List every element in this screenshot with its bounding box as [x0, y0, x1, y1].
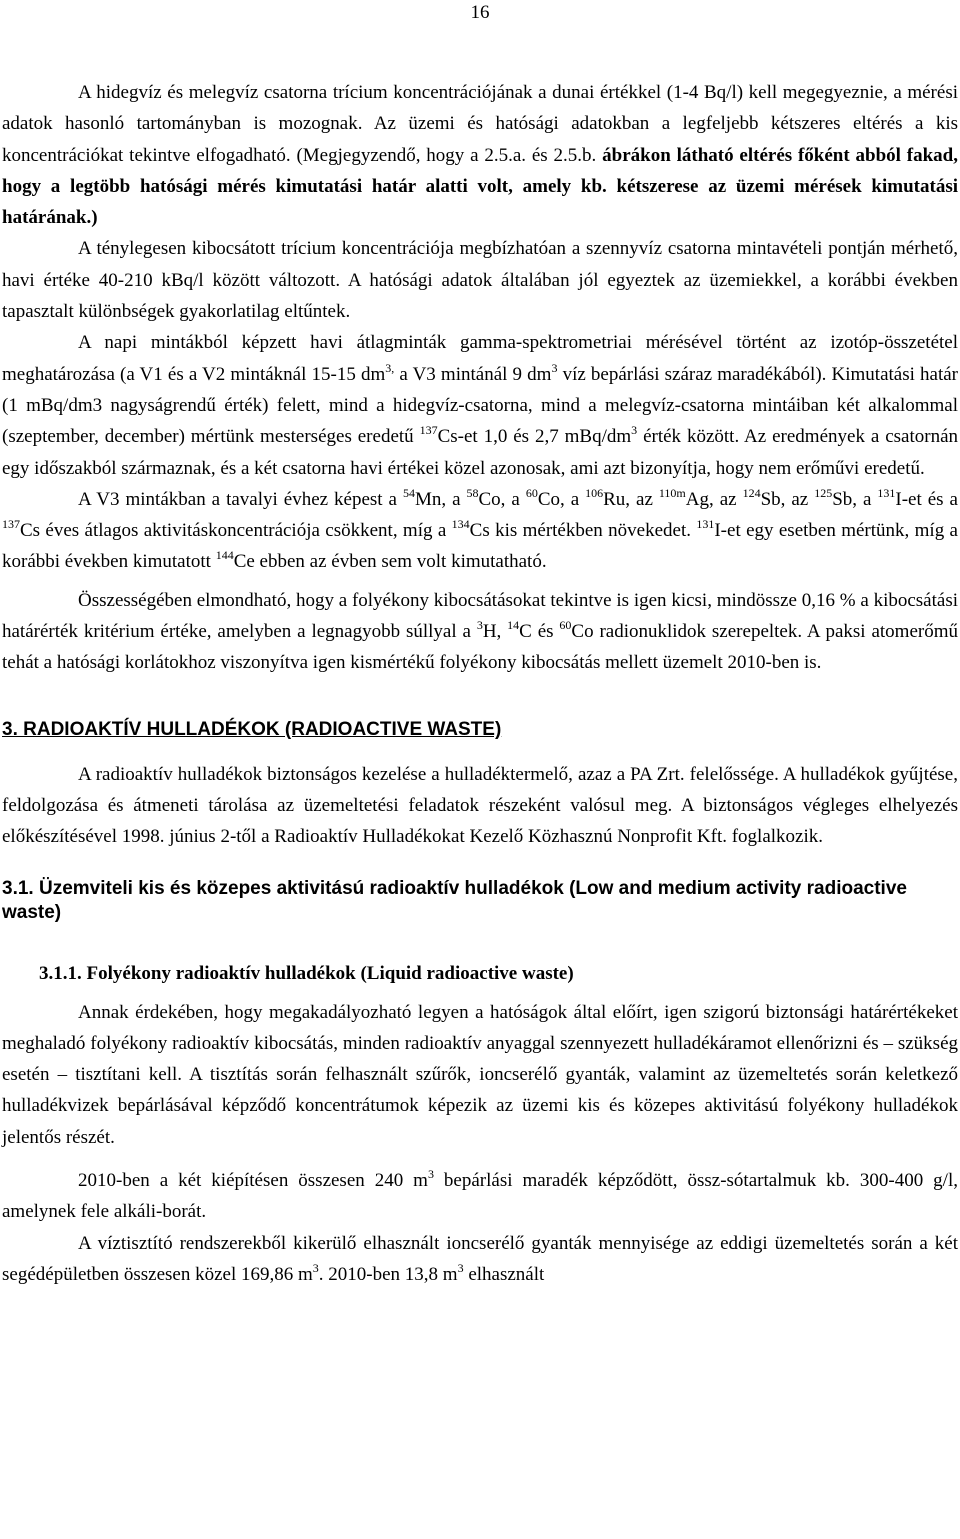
superscript: 110m — [658, 485, 686, 500]
text-run: Cs-et 1,0 és 2,7 mBq/dm — [437, 426, 632, 448]
superscript: 3 — [312, 1260, 319, 1275]
superscript: 106 — [585, 485, 604, 500]
paragraph-ion-exchange-resins — [2, 1228, 958, 1291]
text-run: I-et egy esetben mértünk, míg a korábbi években kimutatott — [2, 520, 958, 573]
text-run: Mn, a — [414, 488, 467, 510]
superscript: 3 — [631, 423, 638, 438]
superscript: 137 — [419, 423, 438, 438]
superscript: 134 — [451, 517, 470, 532]
superscript: 54 — [402, 485, 415, 500]
text-run: A napi mintákból képzett havi átlagminták gamma-spektrometriai mérésével történt az izotóp-összetétel meghatározása (a V1 és a V2 mintáknál 15-15 dm — [2, 332, 958, 385]
paragraph-tritium-discharge: A ténylegesen kibocsátott trícium koncentrációja megbízhatóan a szennyvíz csatorna mintavételi pontján mérhető, havi értéke 40-210 kBq/l között változott. A hatósági adatok általában jól egyeztek az üzemiekkel, a korábbi években tapasztalt különbségek gyakorlatilag eltűntek. — [2, 238, 958, 323]
paragraph-waste-responsibility: A radioaktív hulladékok biztonságos kezelése a hulladéktermelő, azaz a PA Zrt. felelőssége. A hulladékok gyűjtése, feldolgozása és átmeneti tárolása az üzemeltetési feladatok részeként valósul meg. A biztonságos végleges elhelyezés előkészítésével 1998. június 2-től a Radioaktív Hulladékokat Kezelő Közhasznú Nonprofit Kft. foglalkozik. — [2, 763, 958, 848]
text-run: 2010-ben a két kiépítésen összesen 240 m — [78, 1170, 428, 1192]
paragraph-liquid-waste-treatment: Annak érdekében, hogy megakadályozható legyen a hatóságok által előírt, igen szigorú biztonsági határértékeket meghaladó folyékony radioaktív kibocsátás, minden radioaktív anyaggal szennyezett hulladékáramot ellenőrizni és – szükség esetén – tisztítani kell. A tisztítás során felhasznált szűrők, ioncserélő gyanták, valamint az üzemeltetés során keletkező hulladékvizek bepárlásával képződő koncentrátumok képezik az üzemi kis és közepes aktivitású folyékony hulladékok jelentős részét. — [2, 1001, 958, 1148]
text-run: Ru, az — [603, 488, 659, 510]
text-run: Összességében elmondható, hogy a folyékony kibocsátásokat tekintve is igen kicsi, mindössze 0,16 % a kibocsátási határérték kritérium értéke, amelyben a legnagyobb súllyal a — [2, 589, 958, 643]
superscript: 125 — [814, 485, 833, 500]
paragraph-gamma-spectrometry — [2, 327, 958, 483]
superscript: 3 — [457, 1260, 464, 1275]
superscript: 3 — [427, 1167, 434, 1182]
text-run: A hidegvíz és melegvíz csatorna trícium koncentrációjának a dunai értékkel (1-4 Bq/l) kell megegyeznie, a mérési adatok hasonló tartományban is mozognak. Az üzemi és hatósági adatokban a legfeljebb kétszeres eltérés a kis koncentrációkat tekintve elfogadható. (Megjegyzendő, hogy a 2.5.a. és 2.5.b. — [2, 82, 958, 166]
paragraph-summary — [2, 585, 958, 679]
text-run: C és — [519, 621, 560, 643]
superscript: 131 — [696, 517, 715, 532]
text-run: Co, a — [478, 488, 526, 510]
text-run: Ag, az — [685, 488, 743, 510]
subsection-heading-low-medium-waste: 3.1. Üzemviteli kis és közepes aktivitású radioaktív hulladékok (Low and medium activity radioactive waste) — [2, 877, 907, 923]
spacer — [2, 1153, 958, 1165]
superscript: 58 — [466, 485, 479, 500]
section-heading-radioactive-waste: 3. RADIOAKTÍV HULLADÉKOK (RADIOACTIVE WASTE) — [2, 718, 502, 740]
superscript: 3 — [476, 618, 483, 633]
text-run: víz bepárlási száraz maradékából). Kimutatási határ (1 mBq/dm3 nagyságrendű érték) felett, mind a hidegvíz-csatorna, mind a melegvíz-csatorna mintáiban két alkalommal (szeptember, december) mértünk mesterséges eredetű — [2, 363, 958, 448]
paragraph-v3-isotopes — [2, 484, 958, 578]
subsubsection-heading-liquid-waste: 3.1.1. Folyékony radioaktív hulladékok (Liquid radioactive waste) — [39, 962, 574, 984]
text-run: A víztisztító rendszerekből kikerülő elhasznált ioncserélő gyanták mennyisége az eddigi üzemeltetés során a két segédépületben összesen közel 169,86 m — [2, 1232, 958, 1285]
text-run: elhasznált — [463, 1263, 545, 1285]
paragraph-evaporation-residue — [2, 1165, 958, 1228]
superscript: 14 — [507, 618, 520, 633]
superscript: 3, — [385, 360, 395, 375]
bold-note: ábrákon látható eltérés főként abból fakad, hogy a legtöbb hatósági mérés kimutatási határ alatti volt, amely kb. kétszerese az üzemi mérések kimutatási határának.) — [2, 144, 958, 229]
text-run: Cs kis mértékben növekedet. — [469, 520, 697, 542]
page-number: 16 — [470, 2, 490, 23]
superscript: 60 — [525, 485, 538, 500]
superscript: 144 — [215, 548, 234, 563]
text-run: Co radionuklidok szerepeltek. A paksi atomerőmű tehát a hatósági korlátokhoz viszonyítva igen kismértékű folyékony kibocsátás mellett üzemelt 2010-ben is. — [2, 621, 958, 674]
paragraph-tritium-comparison — [2, 77, 958, 233]
text-run: Ce ebben az évben sem volt kimutatható. — [233, 551, 547, 573]
superscript: 3 — [551, 360, 558, 375]
text-run: . 2010-ben 13,8 m — [318, 1263, 458, 1285]
superscript: 131 — [877, 485, 896, 500]
text-run: I-et és a — [895, 488, 958, 510]
text-run: Cs éves átlagos aktivitáskoncentrációja csökkent, míg a — [20, 520, 452, 542]
spacer — [2, 578, 958, 585]
superscript: 137 — [2, 517, 20, 532]
text-run: érték között. Az eredmények a csatornán egy időszakból származnak, és a két csatorna havi értékei közel azonosak, ami azt bizonyítja, hogy nem erőművi eredetű. — [2, 426, 959, 479]
text-run: Sb, a — [832, 488, 878, 510]
superscript: 60 — [559, 618, 572, 633]
text-run: H, — [482, 621, 508, 643]
superscript: 124 — [742, 485, 761, 500]
text-run: a V3 mintánál 9 dm — [394, 363, 552, 385]
text-run: Sb, az — [760, 488, 815, 510]
document-body — [2, 77, 958, 1290]
text-run: bepárlási maradék képződött, össz-sótartalmuk kb. 300-400 g/l, amelynek fele alkáli-borát. — [2, 1170, 958, 1223]
text-run: Co, a — [537, 488, 586, 510]
text-run: A V3 mintákban a tavalyi évhez képest a — [78, 488, 403, 510]
